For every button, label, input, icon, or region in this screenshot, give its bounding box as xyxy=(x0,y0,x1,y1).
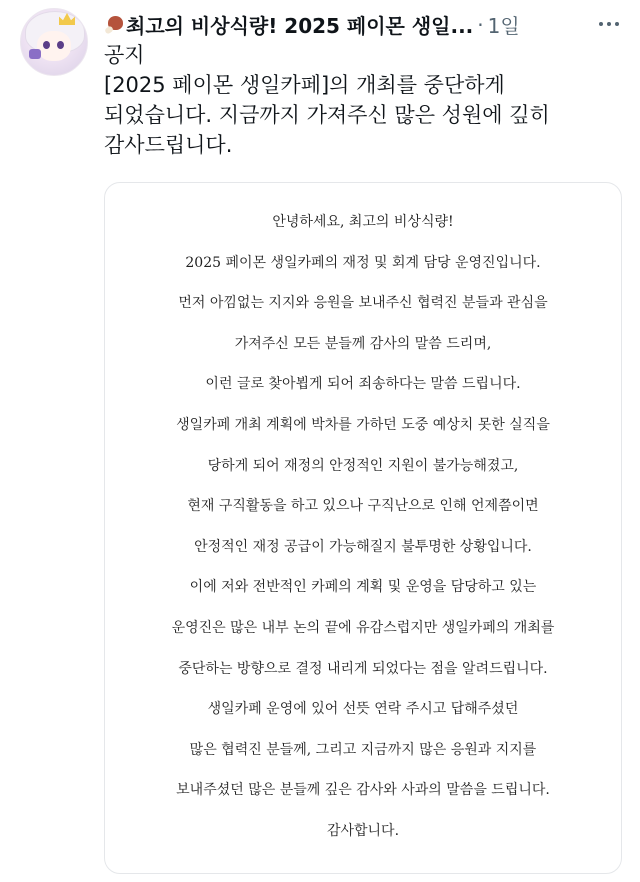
notice-line: 보내주셨던 많은 분들께 깊은 감사와 사과의 말씀을 드립니다. xyxy=(176,782,550,799)
notice-line: 현재 구직활동을 하고 있으나 구직난으로 인해 언제쯤이면 xyxy=(187,498,539,515)
tweet-timestamp[interactable]: 1일 xyxy=(487,14,520,38)
notice-line: 당하게 되어 재정의 안정적인 지원이 불가능해졌고, xyxy=(207,457,519,474)
notice-line: 이에 저와 전반적인 카페의 계획 및 운영을 담당하고 있는 xyxy=(189,579,537,596)
notice-line: 가져주신 모든 분들께 감사의 말씀 드리며, xyxy=(234,335,492,352)
notice-document xyxy=(105,207,621,857)
header-separator: · xyxy=(477,12,484,37)
notice-line: 생일카페 운영에 있어 선뜻 연락 주시고 답해주셨던 xyxy=(207,701,519,718)
tweet-text xyxy=(104,40,604,160)
author-name[interactable]: 최고의 비상식량! 2025 페이몬 생일... xyxy=(126,14,474,38)
notice-line: 안녕하세요, 최고의 비상식량! xyxy=(272,214,454,230)
tweet-media-image[interactable] xyxy=(104,182,622,874)
tweet-text-line: 감사드립니다. xyxy=(104,133,233,157)
tweet-text-line: 공지 xyxy=(104,43,145,67)
meat-on-bone-icon xyxy=(104,14,124,36)
notice-line: 중단하는 방향으로 결정 내리게 되었다는 점을 알려드립니다. xyxy=(178,660,548,677)
notice-line: 생일카페 개최 계획에 박차를 가하던 도중 예상치 못한 실직을 xyxy=(176,416,550,433)
tweet-header xyxy=(104,10,580,40)
notice-line: 감사합니다. xyxy=(326,822,400,839)
notice-line: 먼저 아낌없는 지지와 응원을 보내주신 협력진 분들과 관심을 xyxy=(178,295,548,312)
notice-line: 많은 협력진 분들께, 그리고 지금까지 많은 응원과 지지를 xyxy=(189,741,537,758)
tweet-text-line: 되었습니다. 지금까지 가져주신 많은 성원에 깊히 xyxy=(104,103,550,127)
tweet-text-line: [2025 페이몬 생일카페]의 개최를 중단하게 xyxy=(104,73,505,97)
notice-line: 운영진은 많은 내부 논의 끝에 유감스럽지만 생일카페의 개최를 xyxy=(171,619,555,636)
notice-line: 2025 페이몬 생일카페의 재정 및 회계 담당 운영진입니다. xyxy=(185,254,541,271)
notice-line: 안정적인 재정 공급이 가능해질지 불투명한 상황입니다. xyxy=(194,538,532,555)
avatar-eye-left xyxy=(43,41,50,49)
more-horizontal-icon[interactable] xyxy=(592,12,626,36)
avatar-face xyxy=(37,31,71,61)
avatar-bow xyxy=(29,49,41,59)
notice-line: 이런 글로 찾아뵙게 되어 죄송하다는 말씀 드립니다. xyxy=(205,376,521,393)
avatar[interactable] xyxy=(20,8,88,76)
avatar-eye-right xyxy=(57,41,64,49)
